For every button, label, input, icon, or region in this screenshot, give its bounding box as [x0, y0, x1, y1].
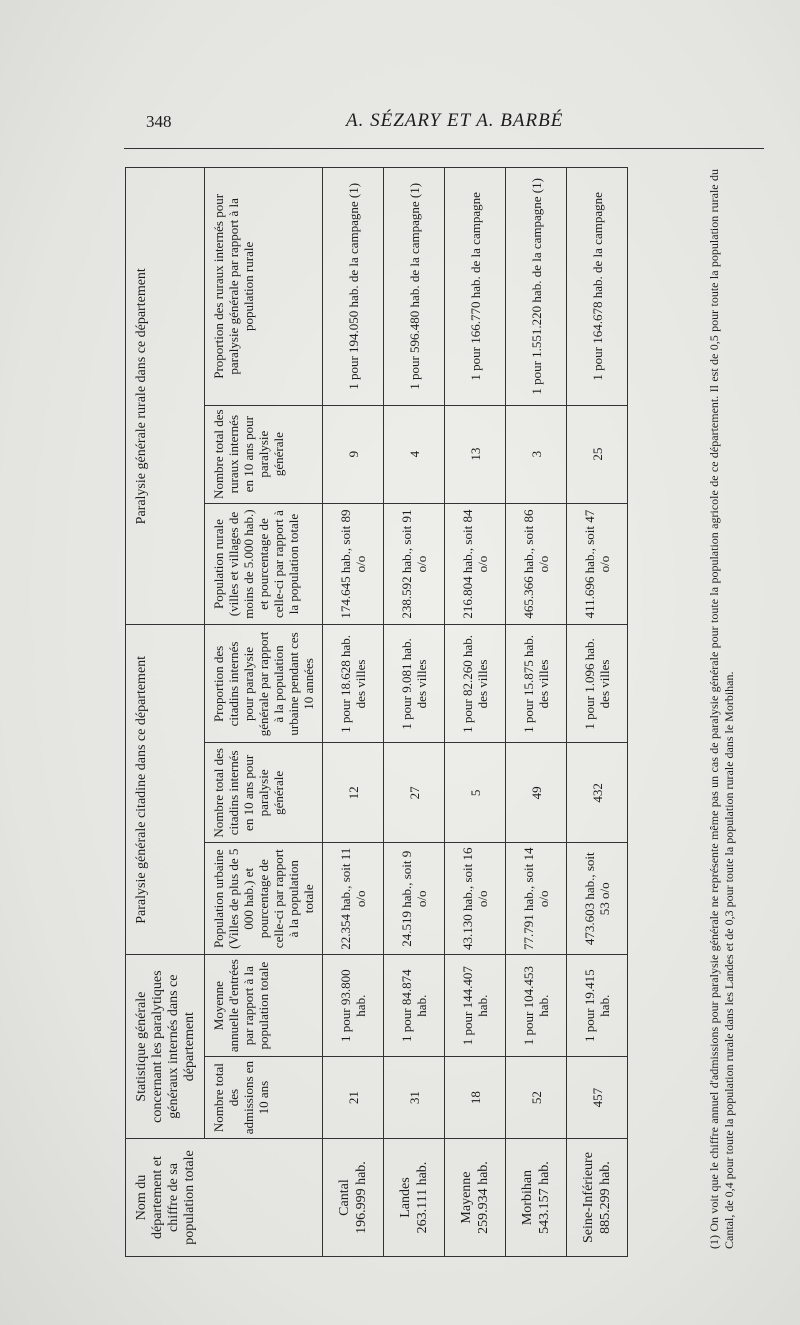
table-row [445, 168, 506, 1257]
cell-pop-rurale: 216.804 hab., soit 84 o/o [445, 503, 506, 625]
dept-name: Mayenne [459, 1171, 474, 1224]
cell-citadins: 27 [384, 743, 445, 843]
cell-pop-rurale: 465.366 hab., soit 86 o/o [506, 503, 567, 625]
cell-ruraux: 25 [567, 405, 628, 503]
footnote: (1) On voit que le chiffre annuel d'admissions pour paralysie générale ne représente même pas un cas de paralysie générale pour toute la population agricole de ce département. Il est de 0,5 pour toute la population rurale du Cantal, de 0,4 pour toute la population rurale dans les Landes et de 0,3 pour toute la population rurale dans le Morbihan. [707, 169, 736, 1249]
cell-dept [506, 1139, 567, 1257]
cell-pop-urbaine: 24.519 hab., soit 9 o/o [384, 843, 445, 955]
cell-moyenne: 1 pour 84.874 hab. [384, 955, 445, 1057]
cell-prop-citadins: 1 pour 18.628 hab. des villes [323, 625, 384, 743]
col-header-nom: Nom du département et chiffre de sa population totale [126, 1139, 323, 1257]
dept-pop: 885.299 hab. [598, 1161, 613, 1234]
cell-prop-citadins: 1 pour 82.260 hab. des villes [445, 625, 506, 743]
cell-ruraux: 13 [445, 405, 506, 503]
col-header-citadins-internes: Nombre total des citadins internés en 10 ans pour paralysie générale [205, 743, 323, 843]
dept-pop: 259.934 hab. [476, 1161, 491, 1234]
cell-prop-ruraux: 1 pour 596.480 hab. de la campagne (1) [384, 168, 445, 406]
cell-pop-urbaine: 22.354 hab., soit 11 o/o [323, 843, 384, 955]
cell-prop-citadins: 1 pour 9.081 hab. des villes [384, 625, 445, 743]
rotated-content [117, 157, 777, 1257]
cell-prop-ruraux: 1 pour 164.678 hab. de la campagne [567, 168, 628, 406]
cell-ruraux: 4 [384, 405, 445, 503]
table-row [567, 168, 628, 1257]
group-header-rurale: Paralysie générale rurale dans ce département [126, 168, 205, 626]
cell-citadins: 49 [506, 743, 567, 843]
rotated-table-region [117, 157, 777, 1257]
statistics-table [125, 167, 628, 1257]
cell-admissions: 457 [567, 1057, 628, 1139]
col-header-admissions: Nombre total des admissions en 10 ans [205, 1057, 323, 1139]
page-number: 348 [146, 112, 172, 131]
cell-dept [445, 1139, 506, 1257]
dept-pop: 543.157 hab. [537, 1161, 552, 1234]
group-header-citadine: Paralysie générale citadine dans ce département [126, 625, 205, 955]
cell-moyenne: 1 pour 19.415 hab. [567, 955, 628, 1057]
dept-pop: 196.999 hab. [354, 1161, 369, 1234]
cell-prop-citadins: 1 pour 1.096 hab. des villes [567, 625, 628, 743]
cell-admissions: 21 [323, 1057, 384, 1139]
col-header-ruraux-internes: Nombre total des ruraux internés en 10 ans pour paralysie générale [205, 405, 323, 503]
dept-pop: 263.111 hab. [415, 1161, 430, 1234]
cell-moyenne: 1 pour 104.453 hab. [506, 955, 567, 1057]
cell-pop-rurale: 174.645 hab., soit 89 o/o [323, 503, 384, 625]
col-header-proportion-citadins: Proportion des citadins internés pour paralysie générale par rapport à la population urbaine pendant ces 10 années [205, 625, 323, 743]
col-header-moyenne: Moyenne annuelle d'entrées par rapport à la population totale [205, 955, 323, 1057]
table-row [323, 168, 384, 1257]
cell-ruraux: 3 [506, 405, 567, 503]
cell-dept [384, 1139, 445, 1257]
cell-prop-ruraux: 1 pour 194.050 hab. de la campagne (1) [323, 168, 384, 406]
table-row [506, 168, 567, 1257]
table-row [384, 168, 445, 1257]
cell-dept [323, 1139, 384, 1257]
cell-moyenne: 1 pour 144.407 hab. [445, 955, 506, 1057]
dept-name: Cantal [337, 1179, 352, 1216]
cell-pop-rurale: 411.696 hab., soit 47 o/o [567, 503, 628, 625]
cell-dept [567, 1139, 628, 1257]
cell-admissions: 18 [445, 1057, 506, 1139]
cell-citadins: 12 [323, 743, 384, 843]
cell-moyenne: 1 pour 93.800 hab. [323, 955, 384, 1057]
cell-prop-ruraux: 1 pour 1.551.220 hab. de la campagne (1) [506, 168, 567, 406]
dept-name: Morbihan [520, 1169, 535, 1226]
cell-prop-citadins: 1 pour 15.875 hab. des villes [506, 625, 567, 743]
dept-name: Landes [398, 1177, 413, 1218]
group-header-statistique: Statistique générale concernant les paralytiques généraux internés dans ce département [126, 955, 205, 1139]
page-header [138, 108, 758, 138]
cell-pop-urbaine: 473.603 hab., soit 53 o/o [567, 843, 628, 955]
dept-name: Seine-Inférieure [581, 1152, 596, 1244]
cell-admissions: 52 [506, 1057, 567, 1139]
cell-citadins: 5 [445, 743, 506, 843]
cell-pop-urbaine: 77.791 hab., soit 14 o/o [506, 843, 567, 955]
header-rule [124, 148, 764, 149]
running-head: A. SÉZARY ET A. BARBÉ [346, 110, 564, 131]
col-header-pop-rurale: Population rurale (villes et villages de moins de 5.000 hab.) et pourcentage de celle-ci par rapport à la population totale [205, 503, 323, 625]
cell-pop-rurale: 238.592 hab., soit 91 o/o [384, 503, 445, 625]
cell-ruraux: 9 [323, 405, 384, 503]
cell-admissions: 31 [384, 1057, 445, 1139]
col-header-pop-urbaine: Population urbaine (Villes de plus de 5 000 hab.) et pourcentage de celle-ci par rapport à la population totale [205, 843, 323, 955]
cell-pop-urbaine: 43.130 hab., soit 16 o/o [445, 843, 506, 955]
cell-citadins: 432 [567, 743, 628, 843]
cell-prop-ruraux: 1 pour 166.770 hab. de la campagne [445, 168, 506, 406]
col-header-proportion-ruraux: Proportion des ruraux internés pour paralysie générale par rapport à la population rurale [205, 168, 323, 406]
